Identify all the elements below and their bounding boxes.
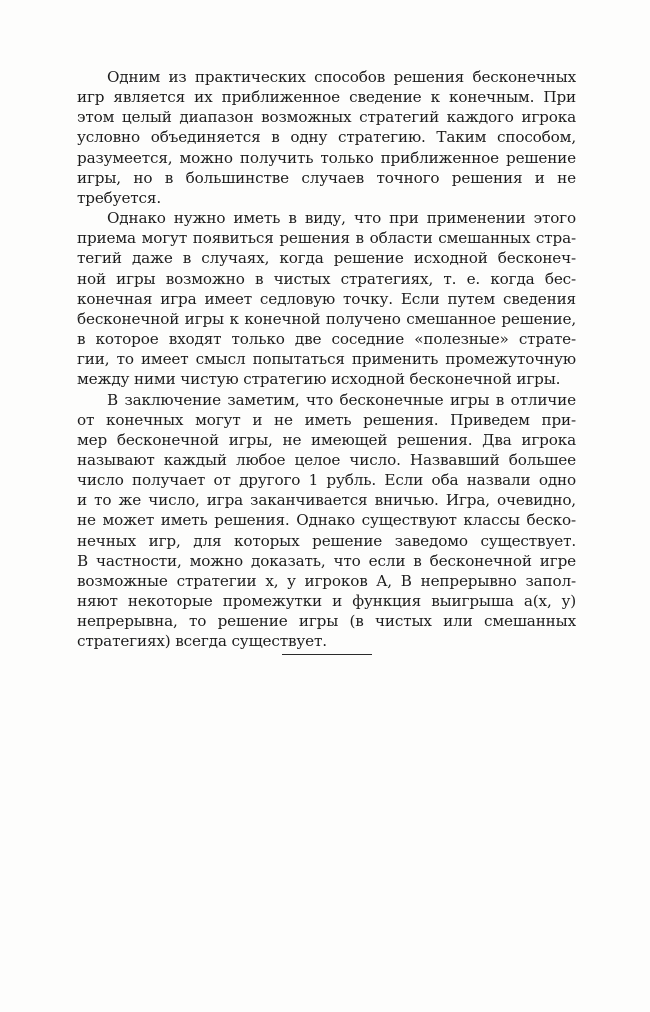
- text-line: непрерывна, то решение игры (в чистых или смешанных: [77, 612, 576, 631]
- text-line: тегий даже в случаях, когда решение исходной бесконеч-: [77, 249, 576, 268]
- text-line: стратегиях) всегда существует.: [77, 632, 327, 651]
- text-line: число получает от другого 1 рубль. Если оба назвали одно: [77, 471, 576, 490]
- text-line: Одним из практических способов решения бесконечных: [107, 68, 576, 86]
- text-line: нечных игр, для которых решение заведомо существует.: [77, 531, 576, 550]
- body-text: [77, 67, 576, 652]
- text-line: игры, но в большинстве случаев точного решения и не: [77, 168, 576, 187]
- text-line: игр является их приближенное сведение к конечным. При: [77, 88, 576, 107]
- text-line: требуется.: [77, 188, 161, 207]
- text-line: называют каждый любое целое число. Назвавший большее: [77, 450, 576, 469]
- text-line: между ними чистую стратегию исходной бесконечной игры.: [77, 370, 561, 389]
- paragraph-3: [77, 390, 576, 652]
- text-line: не может иметь решения. Однако существуют классы беско-: [77, 511, 576, 530]
- text-line: условно объединяется в одну стратегию. Таким способом,: [77, 128, 576, 147]
- text-line: бесконечной игры к конечной получено смешанное решение,: [77, 309, 576, 328]
- text-line: от конечных могут и не иметь решения. Приведем при-: [77, 410, 576, 429]
- text-line: возможные стратегии x, y игроков A, B непрерывно запол-: [77, 571, 576, 590]
- section-divider-rule: [282, 654, 372, 655]
- text-line: и то же число, игра заканчивается вничью. Игра, очевидно,: [77, 491, 576, 510]
- text-line: мер бесконечной игры, не имеющей решения. Два игрока: [77, 430, 576, 449]
- text-line: Однако нужно иметь в виду, что при применении этого: [107, 209, 576, 228]
- text-line: няют некоторые промежутки и функция выигрыша a(x, y): [77, 592, 576, 611]
- text-line: разумеется, можно получить только приближенное решение: [77, 148, 576, 167]
- text-line: приема могут появиться решения в области смешанных стра-: [77, 229, 576, 248]
- paragraph-2: [77, 208, 576, 389]
- text-line: ной игры возможно в чистых стратегиях, т. е. когда бес-: [77, 269, 576, 288]
- paragraph-1: [77, 67, 576, 208]
- text-line: этом целый диапазон возможных стратегий каждого игрока: [77, 108, 576, 127]
- text-line: В заключение заметим, что бесконечные игры в отличие: [107, 390, 576, 409]
- text-line: в которое входят только две соседние «полезные» страте-: [77, 330, 576, 349]
- text-line: В частности, можно доказать, что если в бесконечной игре: [77, 551, 576, 570]
- text-line: конечная игра имеет седловую точку. Если путем сведения: [77, 289, 576, 308]
- text-line: гии, то имеет смысл попытаться применить промежуточную: [77, 350, 576, 369]
